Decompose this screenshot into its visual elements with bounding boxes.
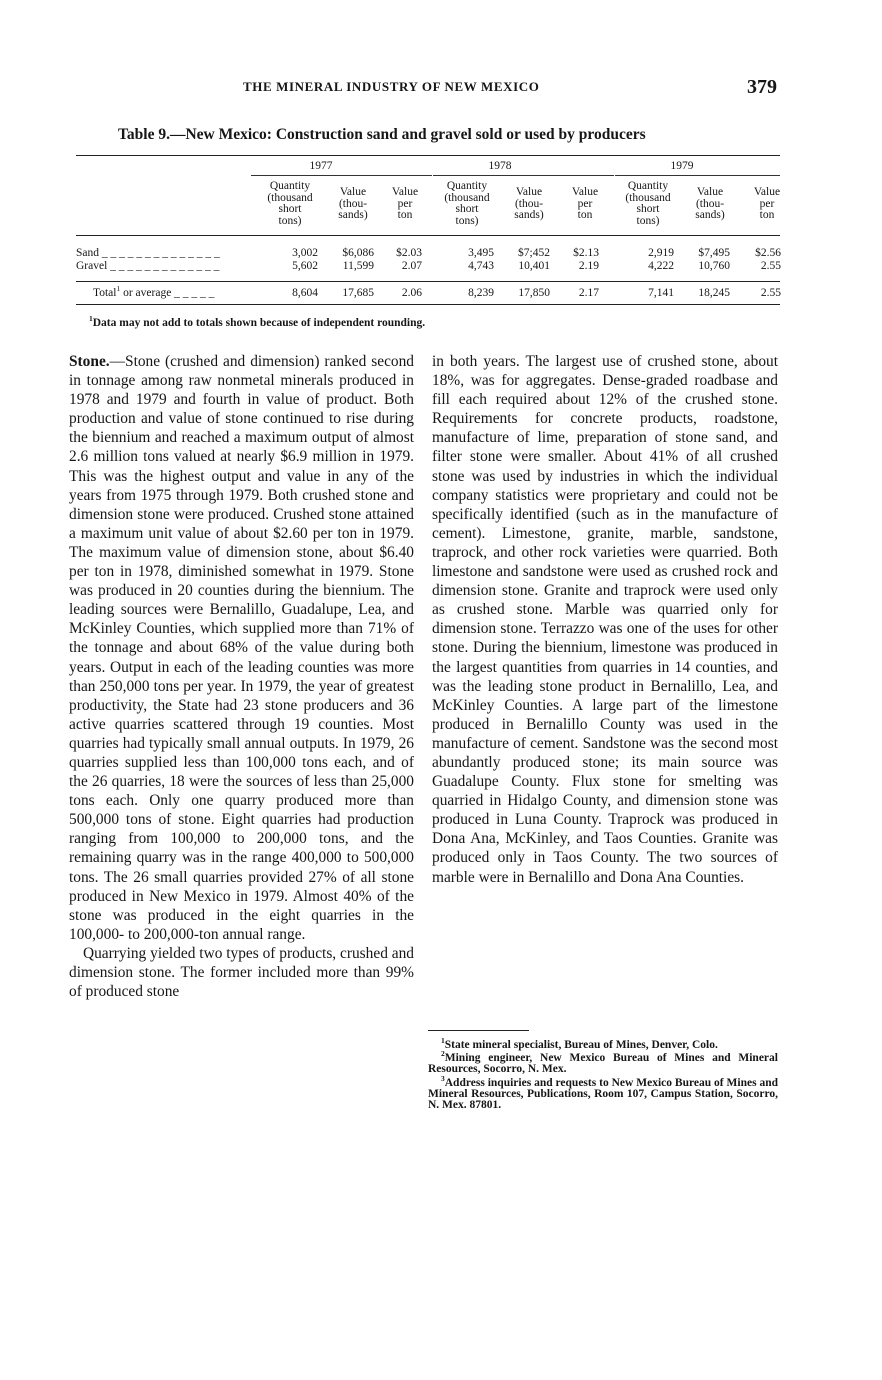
table-cell: 2.55 [760, 287, 781, 299]
column-header: Value (thou- sands) [695, 186, 725, 221]
right-column [432, 352, 778, 887]
year-group-rule [615, 175, 780, 176]
year-group-rule [251, 175, 432, 176]
column-header: Quantity (thousand short tons) [267, 180, 313, 227]
column-header: Value per ton [571, 186, 599, 221]
row-label: Gravel _ _ _ _ _ _ _ _ _ _ _ _ _ [76, 260, 220, 272]
column-header: Value (thou- sands) [338, 186, 368, 221]
footnote-rule [428, 1030, 529, 1031]
left-column [69, 352, 414, 1001]
row-label: Total$^1$ or average _ _ _ _ _ [93, 284, 215, 299]
running-header: THE MINERAL INDUSTRY OF NEW MEXICO [243, 79, 540, 94]
table-cell: 5,602 [292, 260, 318, 272]
column-header: Quantity (thousand short tons) [625, 180, 671, 227]
table-cell: 2,919 [648, 247, 674, 259]
column-header: Quantity (thousand short tons) [444, 180, 490, 227]
year-header: 1978 [488, 160, 512, 172]
table-caption: Table 9.—New Mexico: Construction sand and gravel sold or used by producers [118, 126, 646, 143]
table-cell: 3,002 [292, 247, 318, 259]
paragraph-crushed-stone: in both years. The largest use of crushed stone, about 18%, was for aggregates. Dense-graded roadbase and fill each required about 12% of the crushed stone. Requirements for concrete products, roadstone, manufacture of lime, preparation of stone sand, and filter stone were smaller. About 41% of all crushed stone was used by industries in which the individual company statistics were proprietary and could not be specifically identified (such as in the manufacture of cement). Limestone, granite, marble, sandstone, traprock, and other rock varieties were quarried. Both limestone and sandstone were used as crushed rock and dimension stone. Granite and traprock were used only as crushed stone. Marble was quarried only for dimension stone. Terrazzo was one of the uses for other stone. During the biennium, limestone was produced in the largest quantities from quarries in 14 counties, and was the leading stone product in Bernalillo, Lea, and McKinley Counties. A large part of the limestone produced in Bernalillo County was used in the manufacture of cement. Sandstone was the second most abundantly produced stone; its main source was Guadalupe County. Flux stone for smelting was quarried in Hidalgo County, and dimension stone was produced in Luna County. Traprock was produced in Dona Ana, McKinley, and Taos Counties. Granite was produced only in Taos County. The two sources of marble were in Bernalillo and Dona Ana Counties. [432, 353, 778, 886]
paragraph-quarrying: Quarrying yielded two types of products, crushed and dimension stone. The former included more than 99% of produced stone [69, 944, 414, 1001]
table-cell: 17,850 [518, 287, 550, 299]
row-label: Sand _ _ _ _ _ _ _ _ _ _ _ _ _ _ [76, 247, 220, 259]
table-cell: $2.03 [396, 247, 422, 259]
column-header: Value per ton [391, 186, 419, 221]
table-cell: 2.06 [401, 287, 422, 299]
table-cell: $2.56 [755, 247, 781, 259]
table-cell: $6,086 [342, 247, 374, 259]
table-top-rule [76, 155, 780, 156]
column-header: Value (thou- sands) [514, 186, 544, 221]
page-number: 379 [747, 76, 777, 98]
table-cell: 4,743 [468, 260, 494, 272]
section-heading-stone: Stone. [69, 353, 110, 370]
table-cell: 18,245 [698, 287, 730, 299]
table-cell: $2.13 [573, 247, 599, 259]
table-cell: 8,604 [292, 287, 318, 299]
table-header-rule [76, 235, 780, 236]
column-header: Value per ton [753, 186, 781, 221]
table-cell: 10,401 [518, 260, 550, 272]
table-cell: 8,239 [468, 287, 494, 299]
table-cell: 7,141 [648, 287, 674, 299]
table-cell: $7,495 [698, 247, 730, 259]
table-cell: 17,685 [342, 287, 374, 299]
table-cell: 11,599 [342, 260, 374, 272]
year-header: 1979 [670, 160, 694, 172]
table-bottom-rule [76, 304, 780, 305]
table-cell: 2.07 [401, 260, 422, 272]
paragraph-stone: Stone.—Stone (crushed and dimension) ranked second in tonnage among raw nonmetal minerals produced in 1978 and 1979 and fourth in value of product. Both production and value of stone continued to rise during the biennium and reached a maximum output of almost 2.6 million tons valued at nearly $6.9 million in 1979. This was the highest output and value in any of the years from 1975 through 1979. Both crushed stone and dimension stone were produced. Crushed stone attained a maximum unit value of about $2.60 per ton in 1979. The maximum value of dimension stone, about $6.40 per ton in 1978, diminished somewhat in 1979. Stone was produced in 20 counties during the biennium. The leading sources were Bernalillo, Guadalupe, Lea, and McKinley Counties, which supplied more than 71% of the tonnage and about 68% of the value during both years. Output in each of the leading counties was more than 250,000 tons per year. In 1979, the year of greatest productivity, the State had 23 stone producers and 36 active quarries scattered through 19 counties. Most quarries had typically small annual outputs. In 1979, 26 quarries supplied less than 100,000 tons each, and of the 26 quarries, 18 were the sources of less than 25,000 tons each. Only one quarry produced more than 500,000 tons of stone. Eight quarries had production ranging from 100,000 to 200,000 tons, and the remaining quarry was in the range 400,000 to 500,000 tons. The 26 small quarries provided 27% of all stone produced in New Mexico in 1979. Almost 40% of the stone was produced in the eight quarries in the 100,000- to 200,000-ton annual range. [69, 353, 414, 943]
table-cell: 2.19 [578, 260, 599, 272]
table-footnote: $^1$Data may not add to totals shown because of independent rounding. [89, 314, 426, 329]
table-cell: 2.55 [760, 260, 781, 272]
table-cell: $7;452 [518, 247, 550, 259]
footnote-item: $^2$Mining engineer, New Mexico Bureau of Mines and Mineral Resources, Socorro, N. Mex. [428, 1049, 778, 1076]
table-cell: 4,222 [648, 260, 674, 272]
footnote-item: $^1$State mineral specialist, Bureau of Mines, Denver, Colo. [441, 1036, 718, 1051]
table-cell: 2.17 [578, 287, 599, 299]
table-cell: 10,760 [698, 260, 730, 272]
table-total-rule [76, 281, 780, 282]
year-group-rule [433, 175, 614, 176]
author-footnotes [428, 1036, 778, 1113]
year-header: 1977 [309, 160, 333, 172]
table-cell: 3,495 [468, 247, 494, 259]
footnote-item: $^3$Address inquiries and requests to New Mexico Bureau of Mines and Mineral Resources, Publications, Room 107, Campus Station, Socorro, N. Mex. 87801. [428, 1073, 778, 1112]
